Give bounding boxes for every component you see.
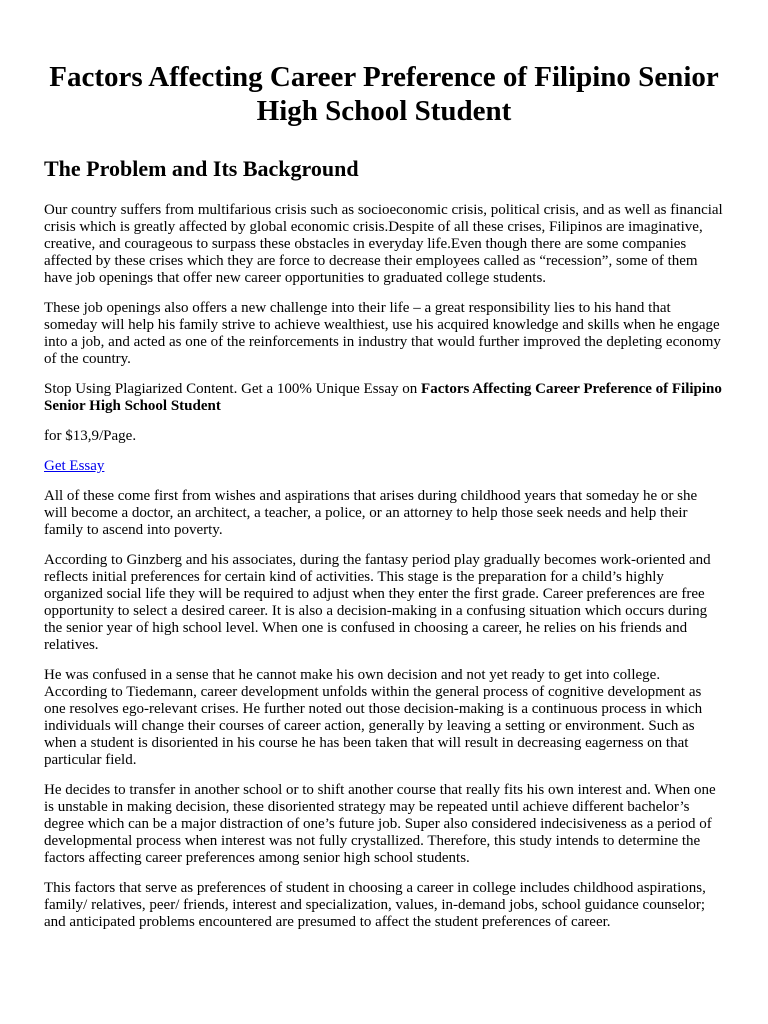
promo-text xyxy=(44,381,724,415)
section-heading: The Problem and Its Background xyxy=(44,156,359,181)
paragraph-1: Our country suffers from multifarious crisis such as socioeconomic crisis, political crisis, and as well as financial crisis which is greatly affected by global economic crisis.Despite of all these crises, Filipinos are imaginative, creative, and courageous to surpass these obstacles in everyday life.Even though there are some companies affected by these crises which they are force to decrease their employees called as “recession”, some of them have job openings that offer new career opportunities to graduated college students. xyxy=(44,202,723,286)
promo-price: for $13,9/Page. xyxy=(44,428,137,444)
paragraph-7: This factors that serve as preferences of student in choosing a career in college includes childhood aspirations, family/ relatives, peer/ friends, interest and specialization, values, in-demand jobs, school guidance counselor; and anticipated problems encountered are presumed to affect the student preferences of career. xyxy=(44,880,706,930)
promo-lead-text: Stop Using Plagiarized Content. Get a 100% Unique Essay on xyxy=(44,381,422,397)
paragraph-6: He decides to transfer in another school or to shift another course that really fits his own interest and. When one is unstable in making decision, these disoriented strategy may be repeated until achieve different bachelor’s degree which can be a major distraction of one’s future job. Super also considered indecisiveness as a period of developmental process when interest was not fully crystallized. Therefore, this study intends to determine the factors affecting career preferences among senior high school students. xyxy=(44,782,716,866)
paragraph-2: These job openings also offers a new challenge into their life – a great responsibility lies to his hand that someday will help his family strive to achieve wealthiest, use his acquired knowledge and skills when he engage into a job, and acted as one of the reinforcements in industry that would further improved the depleting economy of the country. xyxy=(44,300,721,367)
promo-essay-title: Factors Affecting Career Preference of Filipino Senior High School Student xyxy=(44,381,722,414)
document-title: Factors Affecting Career Preference of Filipino Senior High School Student xyxy=(49,61,719,127)
paragraph-4: According to Ginzberg and his associates, during the fantasy period play gradually becomes work-oriented and reflects initial preferences for certain kind of activities. This stage is the preparation for a child’s highly organized social life they will be required to adjust when they enter the first grade. Career preferences are free opportunity to select a desired career. It is also a decision-making in a confusing situation which occurs during the senior year of high school level. When one is confused in choosing a career, he relies on his friends and relatives. xyxy=(44,552,711,653)
paragraph-3: All of these come first from wishes and aspirations that arises during childhood years that someday he or she will become a doctor, an architect, a teacher, a police, or an attorney to help those seek needs and help their family to ascend into poverty. xyxy=(44,488,698,538)
paragraph-5: He was confused in a sense that he cannot make his own decision and not yet ready to get into college. According to Tiedemann, career development unfolds within the general process of cognitive development as one resolves ego-relevant crises. He further noted out those decision-making is a continuous process in which individuals will change their courses of career action, generally by leaving a setting or environment. Such as when a student is disoriented in his course he has been taken that will result in decreasing eagerness on that particular field. xyxy=(44,667,703,768)
get-essay-link[interactable]: Get Essay xyxy=(44,458,105,474)
get-essay-row xyxy=(44,458,724,475)
